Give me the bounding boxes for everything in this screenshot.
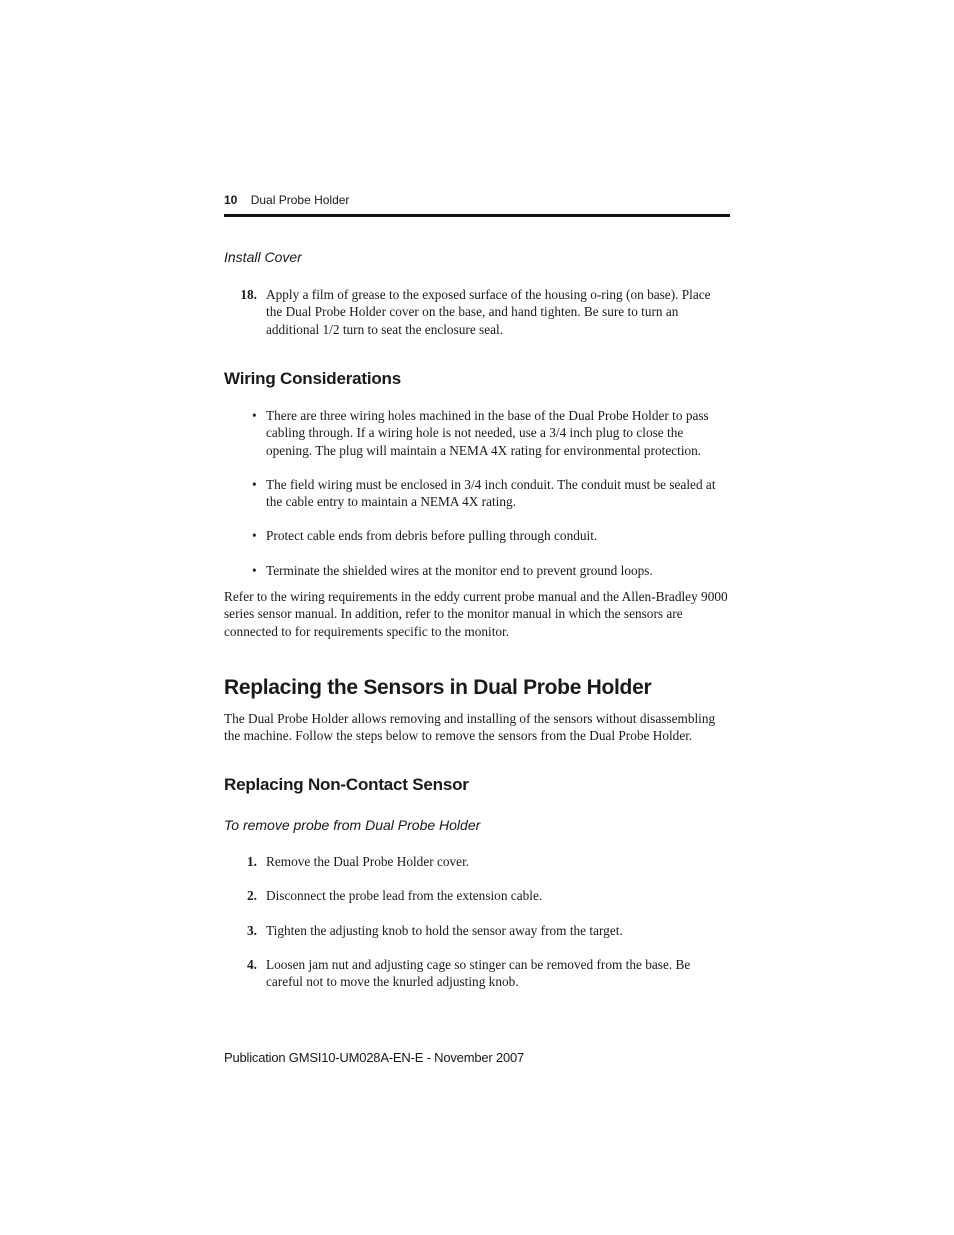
bullet-icon: •	[252, 477, 257, 492]
bullet-item	[224, 476, 730, 512]
bullet-item	[224, 407, 730, 461]
bullet-text: The field wiring must be enclosed in 3/4 inch conduit. The conduit must be sealed at the cable entry to maintain a NEMA 4X rating.	[266, 477, 716, 510]
step-item	[224, 853, 730, 871]
step-number: 4.	[247, 957, 257, 972]
replacing-heading: Replacing the Sensors in Dual Probe Holder	[224, 676, 652, 699]
step-item	[224, 922, 730, 940]
header-rule	[224, 214, 730, 217]
remove-probe-subheading: To remove probe from Dual Probe Holder	[224, 817, 481, 833]
step-text: Apply a film of grease to the exposed surface of the housing o-ring (on base). Place the Dual Probe Holder cover on the base, and hand tighten. Be sure to turn an additional 1/2 turn to seat the enclosure seal.	[266, 287, 711, 337]
step-item	[224, 286, 730, 340]
step-item	[224, 956, 730, 992]
step-number: 1.	[247, 854, 257, 869]
bullet-item	[224, 562, 730, 580]
wiring-heading: Wiring Considerations	[224, 369, 401, 388]
step-item	[224, 887, 730, 905]
page-number: 10	[224, 193, 238, 207]
step-text: Remove the Dual Probe Holder cover.	[266, 854, 470, 869]
step-number: 2.	[247, 888, 257, 903]
step-text: Loosen jam nut and adjusting cage so stinger can be removed from the base. Be careful not to move the knurled adjusting knob.	[266, 957, 691, 990]
running-header	[224, 192, 730, 208]
bullet-text: There are three wiring holes machined in the base of the Dual Probe Holder to pass cabling through. If a wiring hole is not needed, use a 3/4 inch plug to close the opening. The plug will maintain a NEMA 4X rating for environmental protection.	[266, 408, 709, 458]
publication-footer: Publication GMSI10-UM028A-EN-E - November 2007	[224, 1050, 525, 1065]
step-text: Tighten the adjusting knob to hold the sensor away from the target.	[266, 923, 623, 938]
replacing-paragraph: The Dual Probe Holder allows removing and installing of the sensors without disassembling the machine. Follow the steps below to remove the sensors from the Dual Probe Holder.	[224, 711, 716, 744]
bullet-icon: •	[252, 408, 257, 423]
non-contact-heading: Replacing Non-Contact Sensor	[224, 775, 469, 794]
running-title: Dual Probe Holder	[250, 193, 350, 207]
step-number: 18.	[240, 287, 257, 302]
bullet-text: Terminate the shielded wires at the monitor end to prevent ground loops.	[266, 563, 653, 578]
bullet-item	[224, 527, 730, 545]
bullet-text: Protect cable ends from debris before pulling through conduit.	[266, 528, 598, 543]
bullet-icon: •	[252, 563, 257, 578]
step-number: 3.	[247, 923, 257, 938]
install-cover-subheading: Install Cover	[224, 249, 302, 265]
bullet-icon: •	[252, 528, 257, 543]
step-text: Disconnect the probe lead from the extension cable.	[266, 888, 543, 903]
wiring-paragraph: Refer to the wiring requirements in the eddy current probe manual and the Allen-Bradley 9000 series sensor manual. In addition, refer to the monitor manual in which the sensors are connected to for requirements specific to the monitor.	[224, 589, 728, 639]
